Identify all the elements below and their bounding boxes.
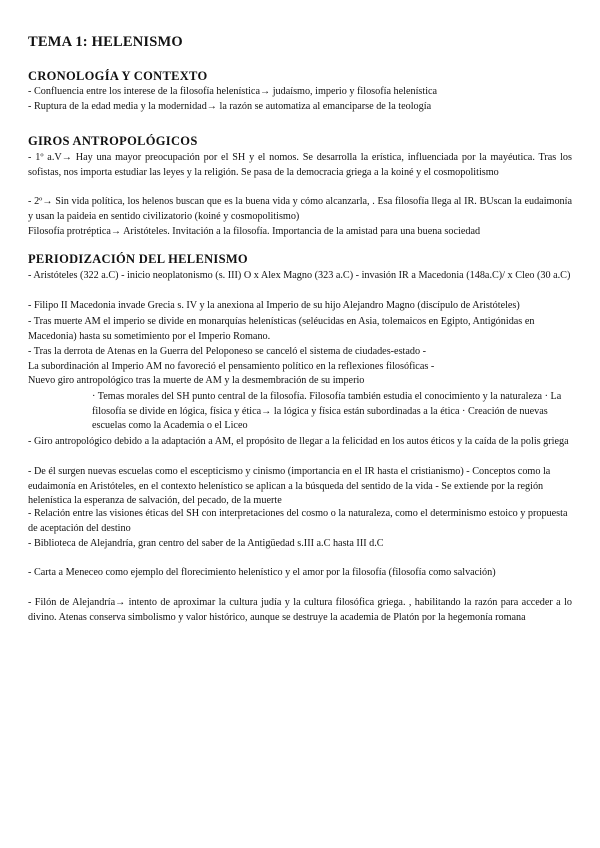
paragraph: - Carta a Meneceo como ejemplo del florecimiento helenístico y el amor por la filosofía (filosofía como salvación) [28,567,496,578]
paragraph [28,345,572,389]
paragraph: - 1º a.V→ Hay una mayor preocupación por el SH y el nomos. Se desarrolla la erística, influenciada por la mayéutica. Tras los sofistas, nos importa estudiar las leyes y la religión. Se pasa de la democracia griega a la koiné y el cosmopolitismo [28,152,572,178]
paragraph: - Biblioteca de Alejandría, gran centro del saber de la Antigüedad s.III a.C hasta III d.C [28,538,384,549]
paragraph: - Ruptura de la edad media y la modernidad→ la razón se automatiza al emanciparse de la teología [28,101,432,112]
indented-paragraph: · Temas morales del SH punto central de la filosofía. Filosofía también estudia el conocimiento y la naturaleza · La filosofía se divide en lógica, física y ética→ la lógica y física están subordinadas a la ética · Creación de nuevas escuelas como la Academia o el Liceo [92,391,562,432]
paragraph: Filosofía protréptica→ Aristóteles. Invitación a la filosofía. Importancia de la amistad para una buena sociedad [28,226,481,237]
section-heading-cronologia: CRONOLOGÍA Y CONTEXTO [28,69,208,83]
paragraph: - Relación entre las visiones éticas del SH con interpretaciones del cosmo o la naturaleza, como el determinismo estoico y propuesta de aceptación del destino [28,508,568,534]
section-heading-giros: GIROS ANTROPOLÓGICOS [28,134,198,148]
paragraph: - 2º→ Sin vida política, los helenos buscan que es la buena vida y cómo alcanzarla, . Esa filosofía llega al IR. BUscan la eudaimonía y usan la paideia en sentido civilizatorio (koiné y cosmopolitismo) [28,196,572,222]
paragraph: - Tras muerte AM el imperio se divide en monarquías helenísticas (seléucidas en Asia, tolemaicos en Egipto, Antigónidas en Macedonia) hasta su sometimiento por el Imperio Romano. [28,316,535,342]
paragraph: - Filipo II Macedonia invade Grecia s. IV y la anexiona al Imperio de su hijo Alejandro Magno (discípulo de Aristóteles) [28,300,520,311]
document-title: TEMA 1: HELENISMO [28,34,183,50]
paragraph: - Giro antropológico debido a la adaptación a AM, el propósito de llegar a la felicidad en los autos éticos y la caída de la polis griega [28,436,569,447]
paragraph-line: - Tras la derrota de Atenas en la Guerra del Peloponeso se canceló el sistema de ciudades-estado - [28,346,427,357]
section-heading-periodizacion: PERIODIZACIÓN DEL HELENISMO [28,252,248,266]
paragraph: - De él surgen nuevas escuelas como el escepticismo y cinismo (importancia en el IR hasta el cristianismo) - Conceptos como la eudaimonía en Aristóteles, en el contexto helenístico se aplican a la búsqueda del sentido de la vida - Se extiende por la región helenística la esperanza de salvación, del pecado, de la muerte [28,466,551,507]
paragraph-line: La subordinación al Imperio AM no favoreció el pensamiento político en la reflexiones filosóficas - [28,360,435,372]
paragraph: - Aristóteles (322 a.C) - inicio neoplatonismo (s. III) O x Alex Magno (323 a.C) - invasión IR a Macedonia (148a.C)/ x Cleo (30 a.C) [28,270,571,281]
paragraph-line: Nuevo giro antropológico tras la muerte de AM y la desmembración de su imperio [28,375,365,387]
paragraph: - Confluencia entre los interese de la filosofía helenística→ judaísmo, imperio y filosofía helenística [28,86,438,97]
paragraph: - Filón de Alejandría→ intento de aproximar la cultura judía y la cultura filosófica griega. , habilitando la razón para acceder a lo divino. Atenas conserva simbolismo y valor histórico, aunque se destruye la academia de Platón por la hegemonía romana [28,597,572,623]
